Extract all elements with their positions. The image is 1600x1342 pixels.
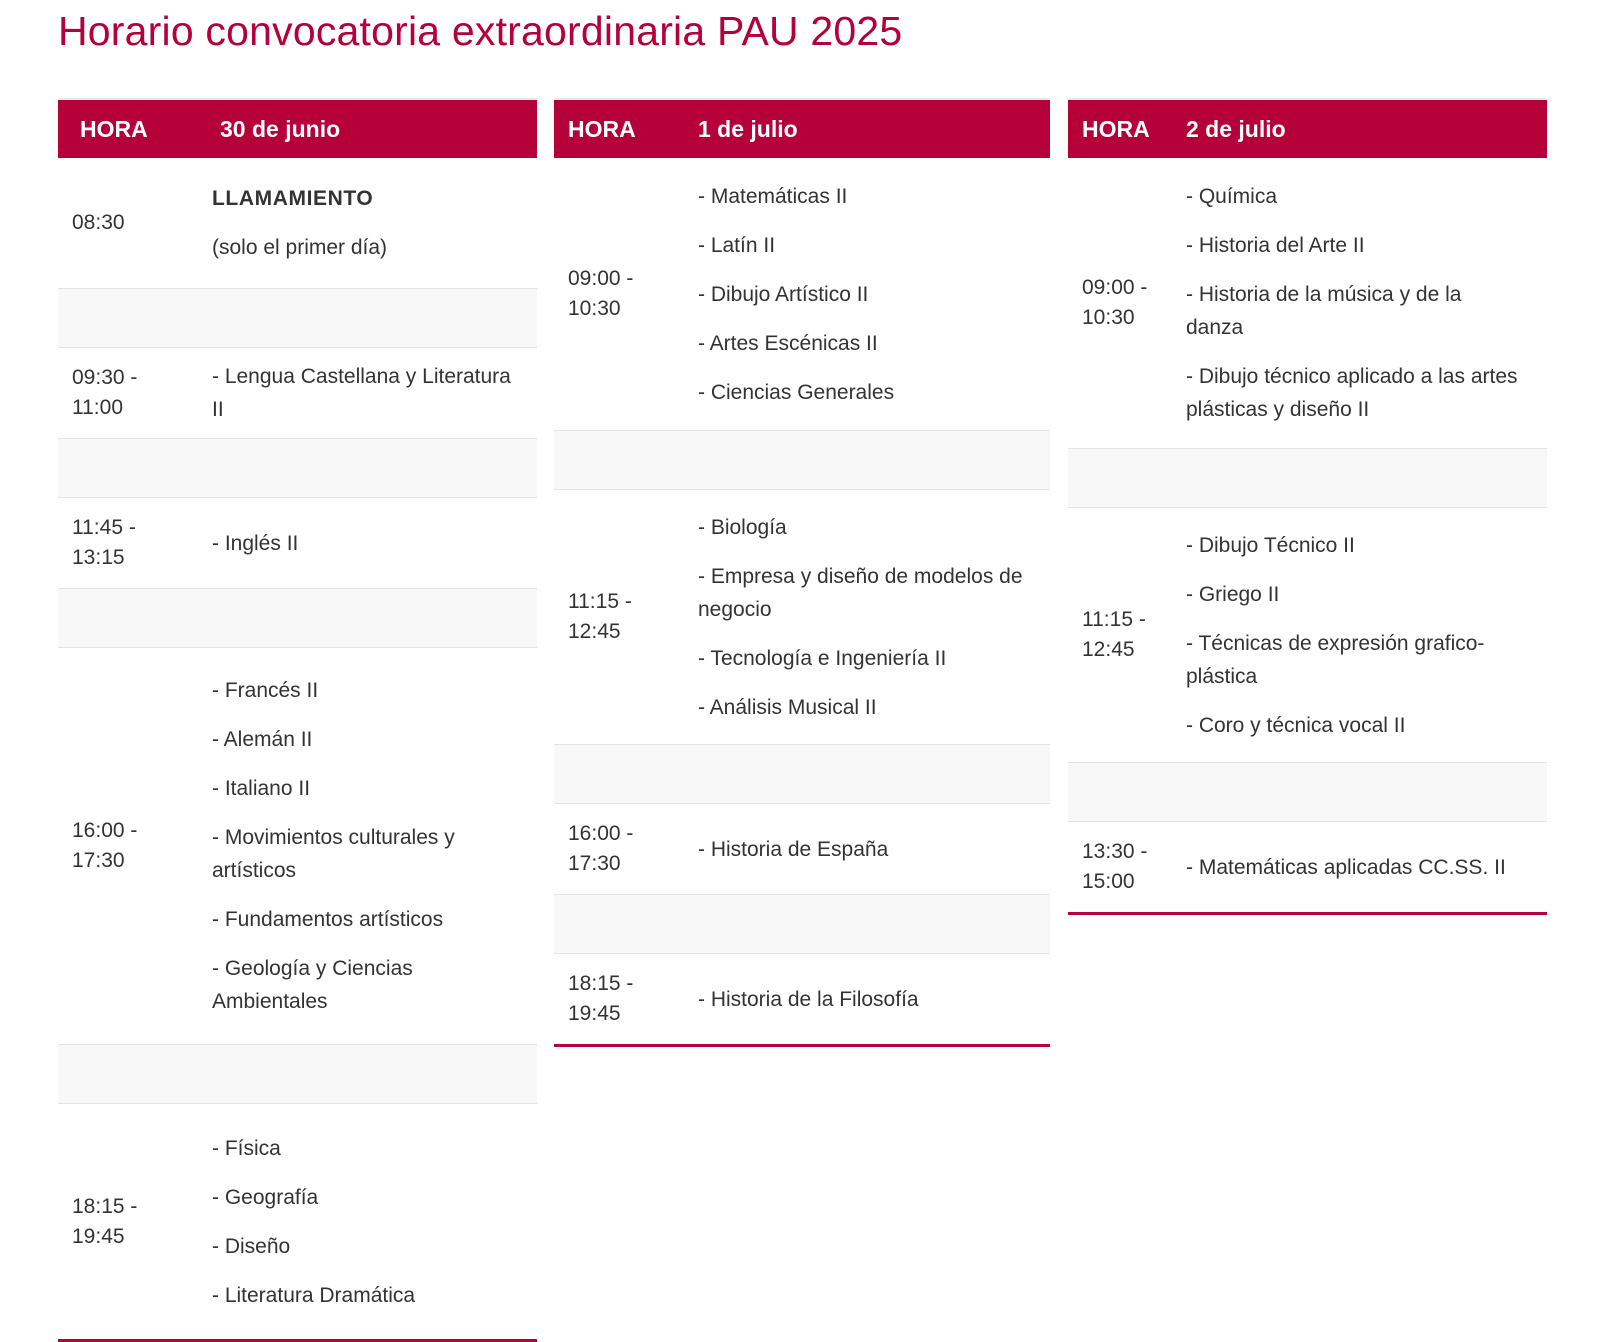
time-cell: [554, 969, 698, 1029]
break-row: [58, 288, 537, 348]
subjects-cell: [212, 182, 513, 264]
subject-item: - Historia de la música y de la danza: [1186, 283, 1462, 339]
subject-item: - Artes Escénicas II: [698, 331, 878, 355]
subjects-cell: [698, 180, 1026, 409]
time-cell: [58, 816, 212, 876]
time-text: 12:45: [1082, 638, 1135, 661]
subject-item: - Historia del Arte II: [1186, 234, 1365, 257]
break-row: [1068, 448, 1547, 508]
subjects-cell: [212, 527, 513, 560]
time-text: 08:30: [72, 211, 125, 234]
subject-item: - Alemán II: [212, 728, 313, 751]
subject-item: - Dibujo Técnico II: [1186, 533, 1355, 557]
subjects-cell: [698, 833, 1026, 866]
break-row: [58, 438, 537, 498]
time-cell: [58, 208, 212, 238]
time-cell: [1068, 837, 1186, 897]
subjects-cell: [698, 511, 1026, 724]
subject-item: - Italiano II: [212, 777, 311, 800]
time-text: 11:15 -: [1082, 608, 1146, 631]
subject-item: (solo el primer día): [212, 236, 388, 259]
hora-header: HORA: [80, 115, 148, 142]
subject-item: - Técnicas de expresión grafico-plástica: [1186, 631, 1485, 688]
time-text: 11:45 -: [72, 516, 136, 539]
call-label: LLAMAMIENTO: [212, 187, 374, 210]
time-text: 16:00 -: [568, 822, 634, 845]
subject-item: - Química: [1186, 185, 1278, 208]
subject-item: - Fundamentos artísticos: [212, 908, 444, 931]
hora-header: HORA: [568, 115, 636, 142]
subject-item: - Tecnología e Ingeniería II: [698, 646, 947, 670]
schedule-table-day-1: [58, 98, 537, 1342]
time-text: 10:30: [568, 297, 621, 320]
subject-item: - Matemáticas aplicadas CC.SS. II: [1186, 855, 1506, 879]
table-header: [1068, 98, 1547, 158]
schedule-table-day-3: [1068, 98, 1547, 915]
subject-item: - Análisis Musical II: [698, 695, 877, 719]
schedule-row: [554, 804, 1050, 894]
break-row: [554, 894, 1050, 954]
subject-item: - Ciencias Generales: [698, 380, 895, 404]
subject-item: - Lengua Castellana y Literatura II: [212, 365, 511, 421]
subjects-cell: [212, 360, 513, 426]
hora-header: HORA: [1082, 115, 1150, 142]
subject-item: - Matemáticas II: [698, 184, 848, 208]
schedule-row: [58, 648, 537, 1044]
subject-item: - Física: [212, 1136, 281, 1160]
subject-item: - Historia de la Filosofía: [698, 987, 919, 1011]
subject-item: - Diseño: [212, 1234, 291, 1258]
time-cell: [58, 513, 212, 573]
time-text: 13:30 -: [1082, 840, 1148, 863]
subject-item: - Francés II: [212, 679, 319, 702]
time-cell: [554, 819, 698, 879]
schedule-row: [58, 498, 537, 588]
time-text: 17:30: [72, 849, 125, 872]
time-text: 15:00: [1082, 870, 1135, 893]
subject-item: - Geografía: [212, 1185, 319, 1209]
time-text: 18:15 -: [72, 1194, 138, 1218]
time-cell: [58, 1192, 212, 1252]
subject-item: - Historia de España: [698, 837, 889, 861]
subjects-cell: [1186, 180, 1523, 426]
subject-item: - Biología: [698, 515, 787, 539]
time-cell: [1068, 273, 1186, 333]
break-row: [554, 430, 1050, 490]
time-text: 11:15 -: [568, 590, 632, 613]
subjects-cell: [698, 983, 1026, 1016]
subject-item: - Coro y técnica vocal II: [1186, 713, 1406, 737]
subject-item: - Movimientos culturales y artísticos: [212, 826, 455, 882]
schedule-table-day-2: [554, 98, 1050, 1047]
schedule-row: [58, 348, 537, 438]
page-title: Horario convocatoria extraordinaria PAU 2025: [58, 8, 903, 54]
time-cell: [554, 264, 698, 324]
break-row: [58, 588, 537, 648]
schedule-row: [554, 158, 1050, 430]
subjects-cell: [212, 674, 513, 1018]
subject-item: - Empresa y diseño de modelos de negocio: [698, 564, 1023, 621]
subject-item: - Latín II: [698, 233, 776, 257]
break-row: [1068, 762, 1547, 822]
day-header: 2 de julio: [1186, 115, 1286, 142]
time-cell: [1068, 605, 1186, 665]
day-header: 1 de julio: [698, 115, 798, 142]
schedule-row: [58, 1104, 537, 1339]
schedule-row: [1068, 158, 1547, 448]
time-text: 13:15: [72, 546, 125, 569]
time-text: 09:00 -: [568, 267, 634, 290]
time-text: 10:30: [1082, 306, 1135, 329]
subject-item: - Dibujo técnico aplicado a las artes plásticas y diseño II: [1186, 365, 1518, 421]
schedule-row: [1068, 508, 1547, 762]
time-text: 17:30: [568, 852, 621, 875]
subject-item: - Literatura Dramática: [212, 1283, 416, 1307]
time-text: 19:45: [72, 1224, 125, 1248]
time-text: 18:15 -: [568, 972, 634, 995]
subject-item: - Griego II: [1186, 582, 1280, 606]
time-text: 11:00: [72, 396, 123, 419]
subjects-cell: [1186, 851, 1523, 884]
time-text: 16:00 -: [72, 819, 138, 842]
day-header: 30 de junio: [220, 115, 341, 142]
time-text: 09:00 -: [1082, 276, 1148, 299]
time-cell: [58, 363, 212, 423]
subject-item: - Geología y Ciencias Ambientales: [212, 957, 413, 1013]
break-row: [58, 1044, 537, 1104]
subjects-cell: [212, 1132, 513, 1312]
schedule-row: [554, 490, 1050, 744]
time-text: 19:45: [568, 1002, 621, 1025]
schedule-row: [554, 954, 1050, 1044]
subject-item: - Inglés II: [212, 531, 299, 555]
table-header: [554, 98, 1050, 158]
break-row: [554, 744, 1050, 804]
table-header: [58, 98, 537, 158]
subjects-cell: [1186, 529, 1523, 742]
time-text: 12:45: [568, 620, 621, 643]
schedule-row: [58, 158, 537, 288]
time-cell: [554, 587, 698, 647]
schedule-row: [1068, 822, 1547, 912]
subject-item: - Dibujo Artístico II: [698, 282, 869, 306]
time-text: 09:30 -: [72, 366, 138, 389]
